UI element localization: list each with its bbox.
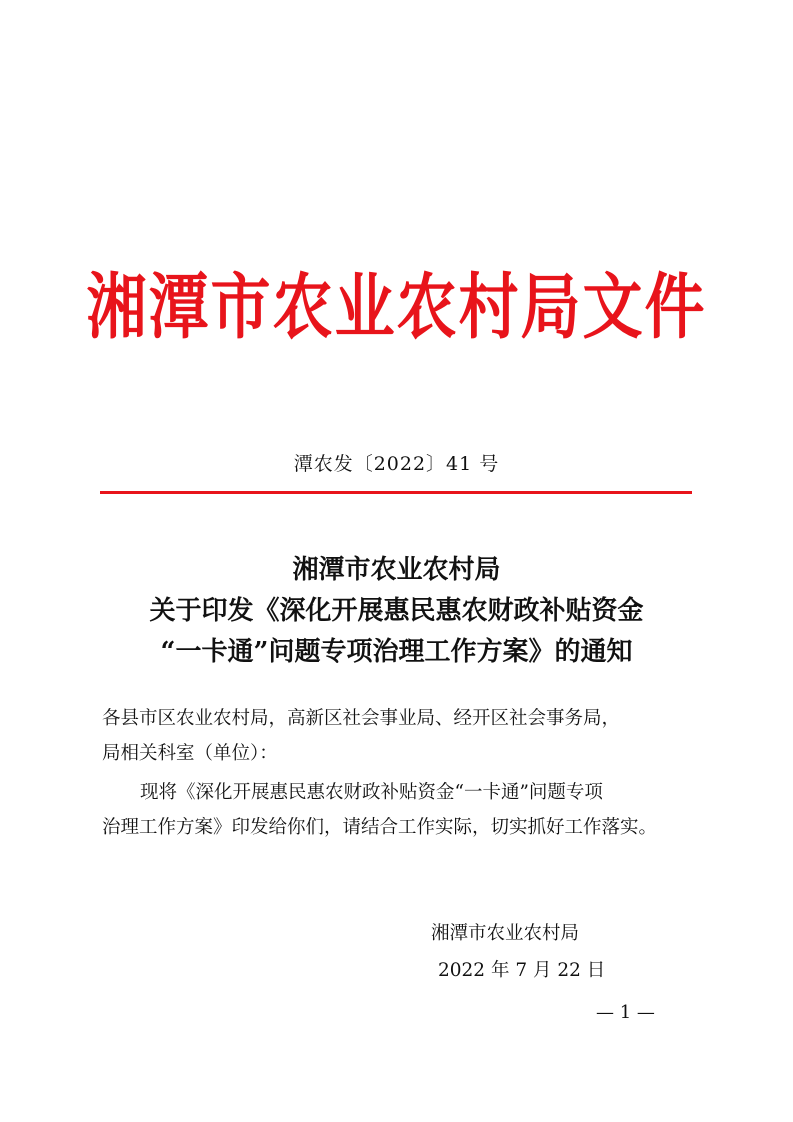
recipients-line-1: 各县市区农业农村局，高新区社会事业局、经开区社会事务局， (102, 708, 621, 729)
signature-organization: 湘潭市农业农村局 (431, 923, 580, 944)
notice-title-line-2: 关于印发《深化开展惠民惠农财政补贴资金 (149, 596, 644, 626)
notice-title-line-3: “一卡通”问题专项治理工作方案》的通知 (160, 637, 633, 667)
page-number: — 1 — (596, 1002, 655, 1023)
recipients-line-2: 局相关科室（单位）： (102, 743, 278, 764)
body-paragraph-line-1: 现将《深化开展惠民惠农财政补贴资金“一卡通”问题专项 (140, 782, 603, 803)
document-number: 潭农发〔2022〕41 号 (293, 453, 500, 475)
notice-title (0, 550, 793, 673)
red-separator-rule (100, 491, 692, 494)
signature-date: 2022 年 7 月 22 日 (438, 960, 606, 981)
document-masthead: 湘潭市农业农村局文件 (86, 266, 707, 350)
notice-title-line-1: 湘潭市农业农村局 (292, 555, 501, 585)
body-paragraph-line-2: 治理工作方案》印发给你们，请结合工作实际，切实抓好工作落实。 (102, 817, 658, 838)
